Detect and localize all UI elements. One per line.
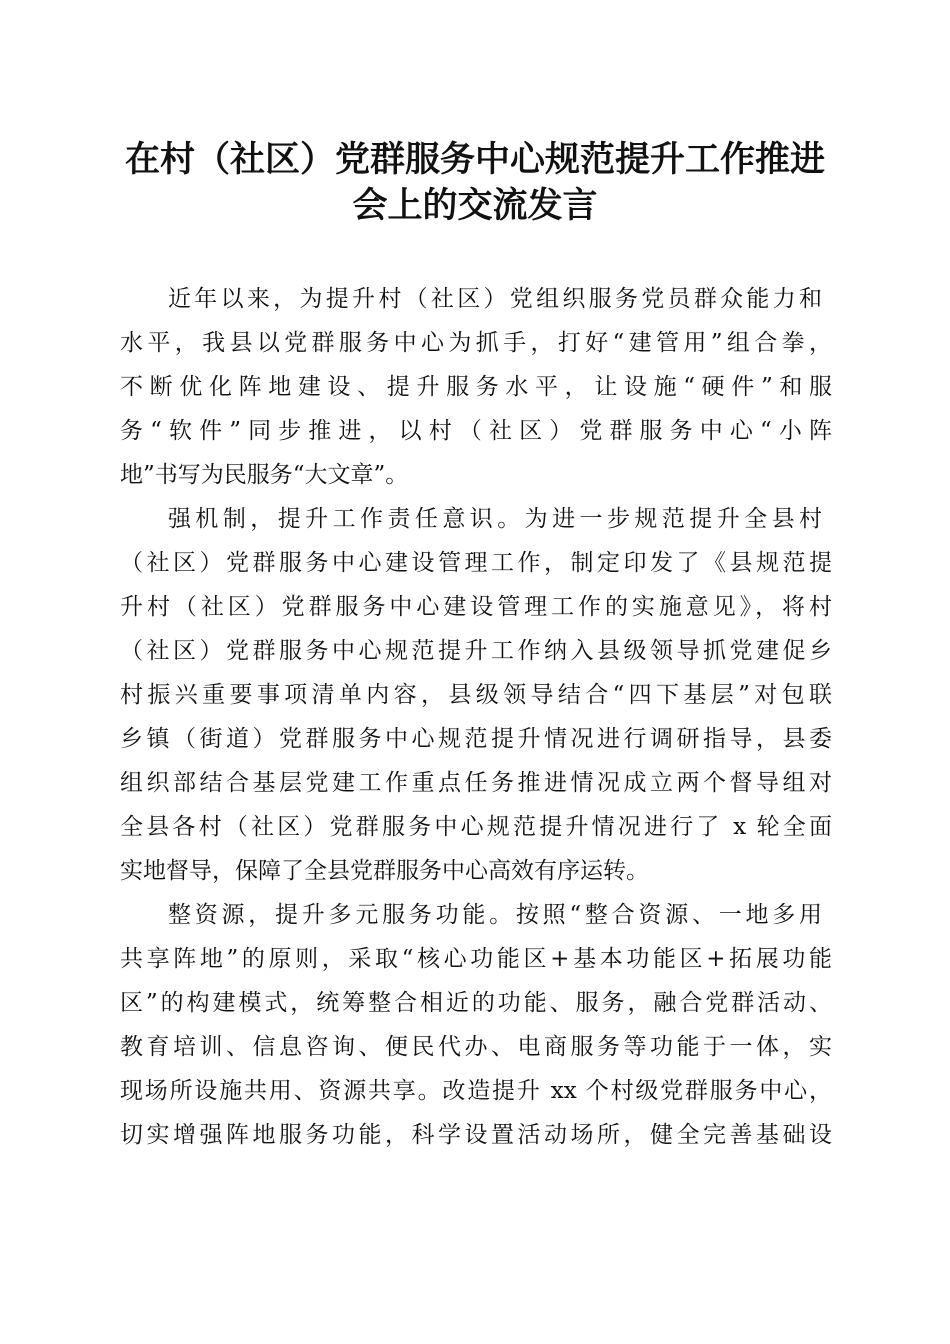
paragraph-2-line-8: 全县各村（社区）党群服务中心规范提升情况进行了 x 轮全面 xyxy=(120,814,832,840)
paragraph-1-line-3: 不断优化阵地建设、提升服务水平，让设施“硬件”和服 xyxy=(120,374,832,400)
paragraph-2-line-7: 组织部结合基层党建工作重点任务推进情况成立两个督导组对 xyxy=(120,770,832,796)
paragraph-3-line-5: 现场所设施共用、资源共享。改造提升 xx 个村级党群服务中心， xyxy=(120,1078,832,1104)
paragraph-1-line-4: 务“软件”同步推进，以村（社区）党群服务中心“小阵 xyxy=(120,418,832,444)
paragraph-2-line-9: 实地督导，保障了全县党群服务中心高效有序运转。 xyxy=(120,858,649,884)
paragraph-2-line-5: 村振兴重要事项清单内容，县级领导结合“四下基层”对包联 xyxy=(120,682,832,708)
document-title-line-1: 在村（社区）党群服务中心规范提升工作推进 xyxy=(124,139,825,180)
paragraph-1-line-5: 地”书写为民服务“大文章”。 xyxy=(120,462,409,488)
paragraph-2-line-1: 强机制，提升工作责任意识。为进一步规范提升全县村 xyxy=(168,506,822,532)
paragraph-2-line-3: 升村（社区）党群服务中心建设管理工作的实施意见》，将村 xyxy=(120,594,832,620)
paragraph-3-line-6: 切实增强阵地服务功能，科学设置活动场所，健全完善基础设 xyxy=(120,1122,832,1148)
document-title-line-2: 会上的交流发言 xyxy=(352,185,598,226)
paragraph-1-line-1: 近年以来，为提升村（社区）党组织服务党员群众能力和 xyxy=(168,286,822,312)
paragraph-2-line-4: （社区）党群服务中心规范提升工作纳入县级领导抓党建促乡 xyxy=(120,638,832,664)
paragraph-3-line-2: 共享阵地”的原则，采取“核心功能区+基本功能区+拓展功能 xyxy=(120,946,832,972)
paragraph-3-line-1: 整资源，提升多元服务功能。按照“整合资源、一地多用 xyxy=(168,902,822,928)
paragraph-2-line-2: （社区）党群服务中心建设管理工作，制定印发了《县规范提 xyxy=(120,550,832,576)
paragraph-3-line-3: 区”的构建模式，统筹整合相近的功能、服务，融合党群活动、 xyxy=(120,990,832,1016)
paragraph-2-line-6: 乡镇（街道）党群服务中心规范提升情况进行调研指导，县委 xyxy=(120,726,832,752)
paragraph-3-line-4: 教育培训、信息咨询、便民代办、电商服务等功能于一体，实 xyxy=(120,1034,832,1060)
paragraph-1-line-2: 水平，我县以党群服务中心为抓手，打好“建管用”组合拳， xyxy=(120,330,832,356)
